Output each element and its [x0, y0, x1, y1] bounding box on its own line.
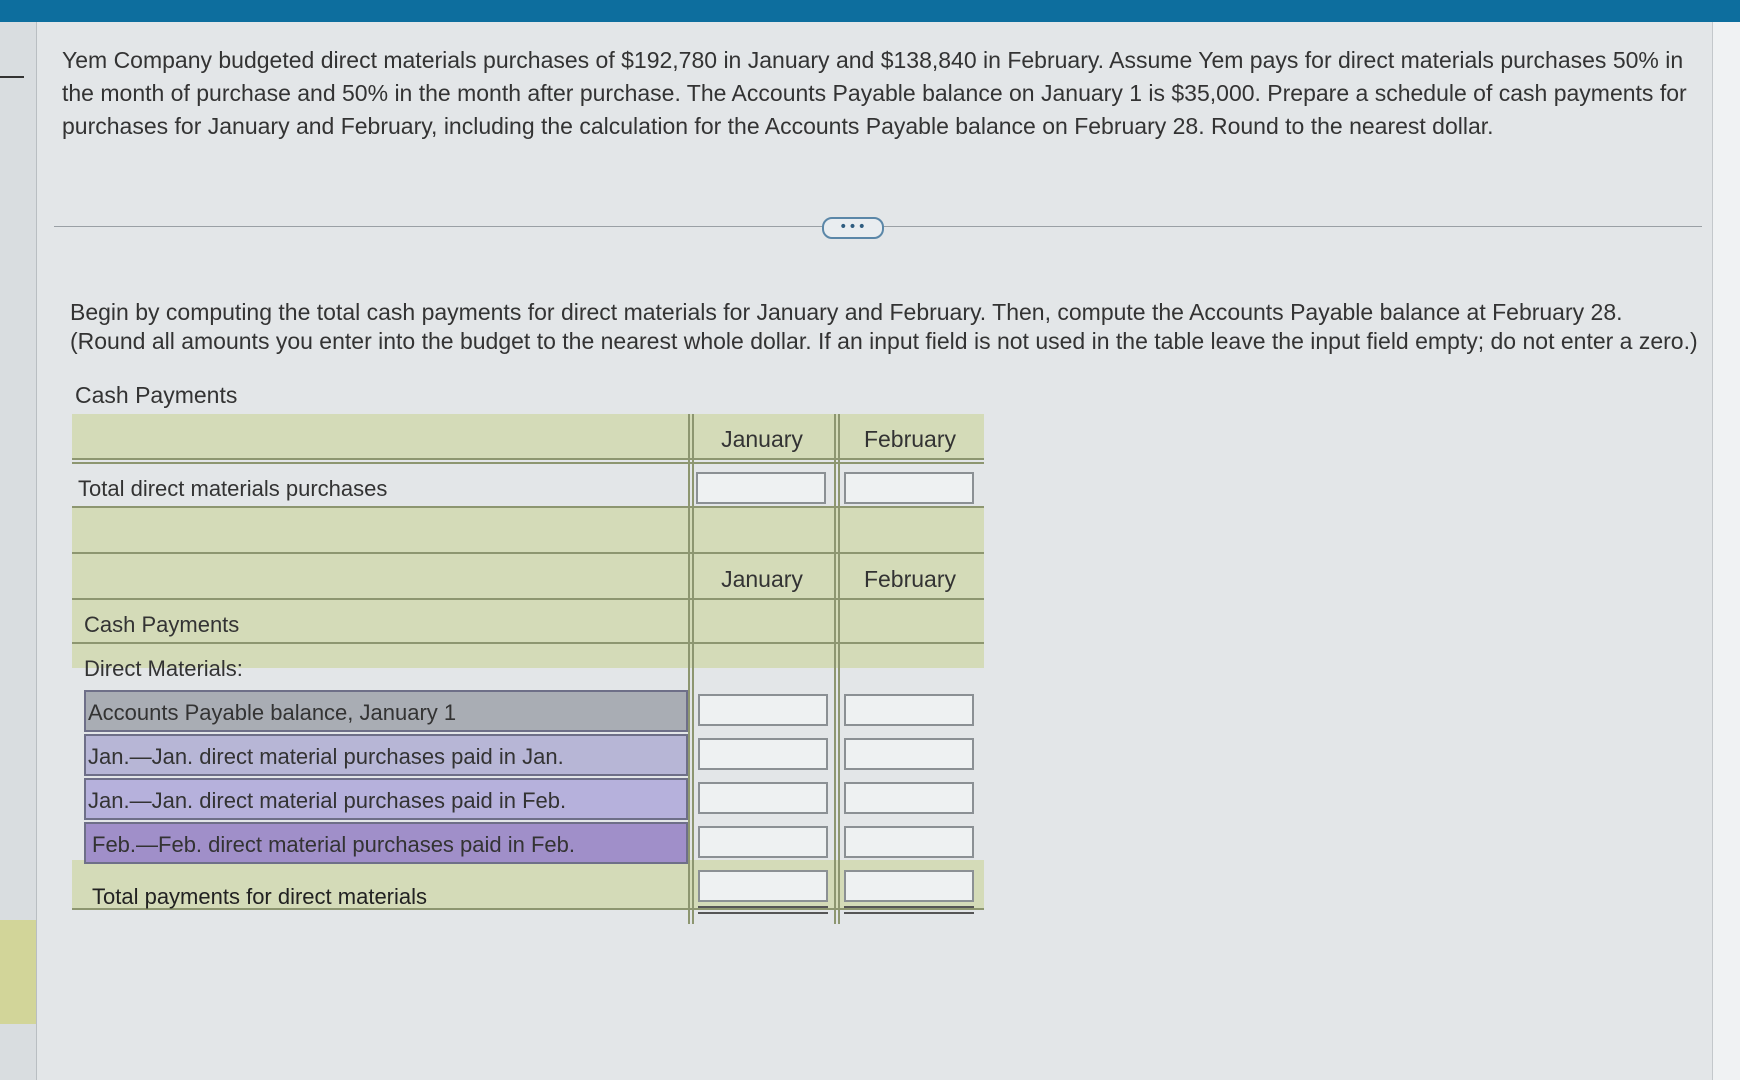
- total-january-input[interactable]: [698, 870, 828, 902]
- column-header-february-2: February: [863, 566, 957, 592]
- row-label-total-payments: Total payments for direct materials: [92, 884, 428, 909]
- column-header-january: January: [721, 426, 803, 452]
- instructions: [70, 298, 1700, 356]
- column-rule: [838, 414, 840, 924]
- row-label-jan-paid-feb: Jan.—Jan. direct material purchases paid in Feb.: [88, 788, 567, 813]
- cash-payments-table: [72, 414, 984, 924]
- jan-paid-jan-february-input[interactable]: [844, 738, 974, 770]
- column-rule: [688, 414, 690, 924]
- row-label-jan-paid-jan: Jan.—Jan. direct material purchases paid in Jan.: [88, 744, 564, 769]
- rule: [72, 506, 984, 508]
- left-edge-mark: [0, 76, 24, 78]
- rule: [72, 598, 984, 600]
- rule: [72, 462, 984, 464]
- section-label-cash-payments: Cash Payments: [84, 612, 240, 637]
- column-header-january-2: January: [721, 566, 803, 592]
- total-underline-february: [844, 906, 974, 914]
- purchases-january-input[interactable]: [696, 472, 826, 504]
- total-underline-january: [698, 906, 828, 914]
- column-rule: [692, 414, 694, 924]
- feb-paid-feb-february-input[interactable]: [844, 826, 974, 858]
- row-label-ap-balance: Accounts Payable balance, January 1: [88, 700, 457, 725]
- top-bar: [0, 0, 1740, 22]
- rule: [72, 552, 984, 554]
- subsection-label-direct-materials: Direct Materials:: [84, 656, 243, 681]
- instructions-line-2: (Round all amounts you enter into the budget to the nearest whole dollar. If an input field is not used in the table leave the input field empty; do not enter a zero.): [70, 328, 1698, 354]
- purchases-february-input[interactable]: [844, 472, 974, 504]
- column-header-february: February: [863, 426, 957, 452]
- instructions-line-1: Begin by computing the total cash payments for direct materials for January and February. Then, compute the Accounts Payable balance at February 28.: [70, 299, 1623, 325]
- jan-paid-feb-january-input[interactable]: [698, 782, 828, 814]
- ap-balance-february-input[interactable]: [844, 694, 974, 726]
- table-title: Cash Payments: [75, 382, 238, 408]
- total-february-input[interactable]: [844, 870, 974, 902]
- jan-paid-feb-february-input[interactable]: [844, 782, 974, 814]
- scrollbar[interactable]: [1712, 22, 1740, 1080]
- expand-more-button[interactable]: •••: [822, 217, 884, 239]
- purchases-row-label: Total direct materials purchases: [78, 476, 388, 501]
- row-label-feb-paid-feb: Feb.—Feb. direct material purchases paid in Feb.: [92, 832, 576, 857]
- ap-balance-january-input[interactable]: [698, 694, 828, 726]
- column-rule: [834, 414, 836, 924]
- jan-paid-jan-january-input[interactable]: [698, 738, 828, 770]
- feb-paid-feb-january-input[interactable]: [698, 826, 828, 858]
- question-text: Yem Company budgeted direct materials purchases of $192,780 in January and $138,840 in February. Assume Yem pays for direct materials purchases 50% in the month of purchase and 50% in the month after purchase. The Accounts Payable balance on January 1 is $35,000. Prepare a schedule of cash payments for purchases for January and February, including the calculation for the Accounts Payable balance on February 28. Round to the nearest dollar.: [62, 47, 1687, 139]
- rule: [72, 458, 984, 460]
- rule: [72, 642, 984, 644]
